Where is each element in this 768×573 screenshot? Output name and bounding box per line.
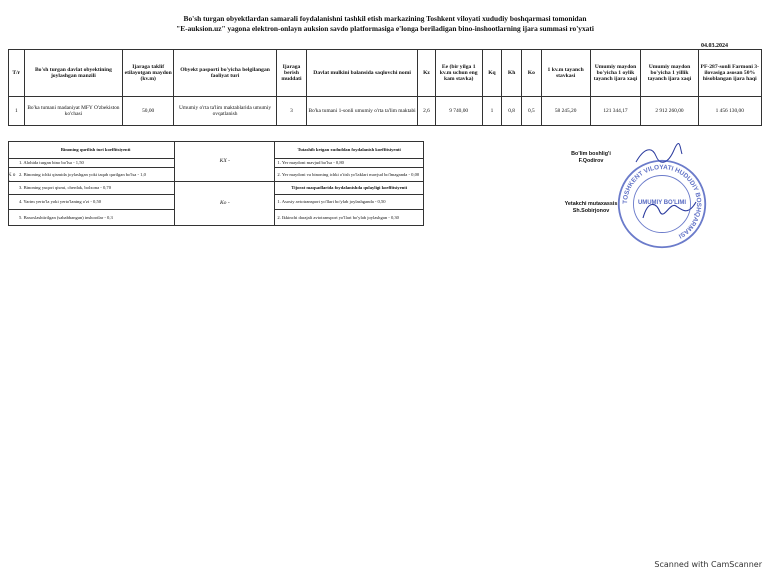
cell: 2,6: [418, 97, 436, 126]
col-header: Davlat mulkini balansida saqlovchi nomi: [307, 50, 418, 97]
scanner-watermark: Scanned with CamScanner: [654, 560, 762, 569]
cell: 50,00: [123, 97, 174, 126]
col-header: Kh: [502, 50, 522, 97]
rent-table-header-row: [9, 50, 762, 97]
ko-label: Ko -: [175, 182, 275, 226]
col-header: Kz: [418, 50, 436, 97]
chief-name: F.Qodirov: [578, 158, 604, 164]
cell: 2 912 260,00: [641, 97, 698, 126]
cell: 1 456 130,00: [698, 97, 761, 126]
specialist-title: Yetakchi mutaxassis: [564, 201, 618, 207]
chief-title: Bo'lim boshlig'i: [571, 151, 611, 157]
col-header: 1 kv.m tayanch stavkasi: [541, 50, 590, 97]
cell: 9 740,00: [435, 97, 482, 126]
col-header: Umumiy maydon bo'yicha 1 oylik tayanch ijara xaqi: [590, 50, 641, 97]
cell: 1: [482, 97, 502, 126]
adjacent-area-item: 1. Yer maydoni mavjud bo'lsa - 0,80: [275, 159, 424, 168]
cell: Bo'ka tumani madaniyat MFY O'zbekiston ko'chasi: [24, 97, 123, 126]
table-row: [9, 97, 762, 126]
building-type-item: 1. Alohida turgan bino bo'lsa - 1,50: [9, 159, 175, 168]
commercial-convenience-header: Tijorat maqsadlarida foydalanishda qulayligi koeffitsiyenti: [275, 182, 424, 195]
col-header: Kq: [482, 50, 502, 97]
cell: Umumiy o'rta ta'lim maktablarida umumiy ovqatlanish: [174, 97, 277, 126]
col-header: Ijaraga taklif etilayotgan maydon (kv.m): [123, 50, 174, 97]
title-line-1: Bo'sh turgan obyektlardan samarali foydalanishni tashkil etish markazining Toshkent viloyati xududiy boshqarmasi tomonidan: [183, 14, 587, 23]
stamp-ring-text: TOSHKENT VILOYATI HUDUDIY BOSHQARMASI: [621, 164, 702, 240]
col-header: Ee (bir yilga 1 kv.m uchun eng kam stavka): [435, 50, 482, 97]
col-header: Ko: [522, 50, 542, 97]
kx-label: KX -: [175, 142, 275, 182]
side-label: K o -: [8, 173, 16, 184]
building-type-item: 5. Baxoslashtirilgan (sababbangan) inshootlar - 0,3: [9, 210, 175, 226]
building-type-header: Binoning qurilish turi koeffitsiyenti: [9, 142, 175, 159]
building-type-item: 3. Binoning yuqori qismi, cherdak, bolxona - 0,70: [9, 182, 175, 195]
coefficient-table: [8, 141, 424, 226]
building-type-item: 4. Yarim yerto'la yoki yerto'laning o'zi - 0,50: [9, 195, 175, 210]
col-header: Bo'sh turgan davlat obyektining joylashgan manzili: [24, 50, 123, 97]
cell: Bo'ka tumani 1-sonli umumiy o'rta ta'lim maktabi: [307, 97, 418, 126]
title-line-2: "E-auksion.uz" yagona elektron-onlayn auksion savdo platformasiga e'longa beriladigan bino-inshootlarning ijara summasi ro'yxati: [176, 23, 594, 33]
commercial-convenience-item: 2. Ikkinchi darajali avtotransport yo'llari bo'ylab joylashgan - 0,30: [275, 210, 424, 226]
cell: 58 245,20: [541, 97, 590, 126]
adjacent-area-header: Tutashib ketgan xududdan foydalanish koeffitsiyenti: [275, 142, 424, 159]
adjacent-area-item: 2. Yer maydoni va binoning ichki o'tish yo'laklari mavjud bo'lmaganda - 0,00: [275, 168, 424, 182]
cell: 0,8: [502, 97, 522, 126]
cell: 1: [9, 97, 25, 126]
col-header: Obyekt pasporti bo'yicha belgilangan faoliyat turi: [174, 50, 277, 97]
cell: 0,5: [522, 97, 542, 126]
building-type-item: 2. Binoning ichki qismida joylashgan yoki taqab qurilgan bo'lsa - 1,0: [9, 168, 175, 182]
rent-table: [8, 49, 762, 126]
col-header: T/r: [9, 50, 25, 97]
specialist-name: Sh.Sobirjonov: [572, 208, 610, 214]
col-header: Umumiy maydon bo'yicha 1 yillik tayanch ijara xaqi: [641, 50, 698, 97]
col-header: PF-287-sonli Farmoni 3-ilovasiga asosan 50% hisoblangan ijara haqi: [698, 50, 761, 97]
document-title: [60, 14, 710, 33]
document-date: 04.03.2024: [701, 43, 728, 49]
cell: 3: [276, 97, 306, 126]
col-header: Ijaraga berish muddati: [276, 50, 306, 97]
official-stamp-icon: [616, 158, 708, 250]
cell: 121 344,17: [590, 97, 641, 126]
commercial-convenience-item: 1. Asosiy avtotransport yo'llari bo'ylab joylashganda - 0,50: [275, 195, 424, 210]
stamp-center-text: UMUMIY BO'LIMI: [637, 200, 687, 206]
